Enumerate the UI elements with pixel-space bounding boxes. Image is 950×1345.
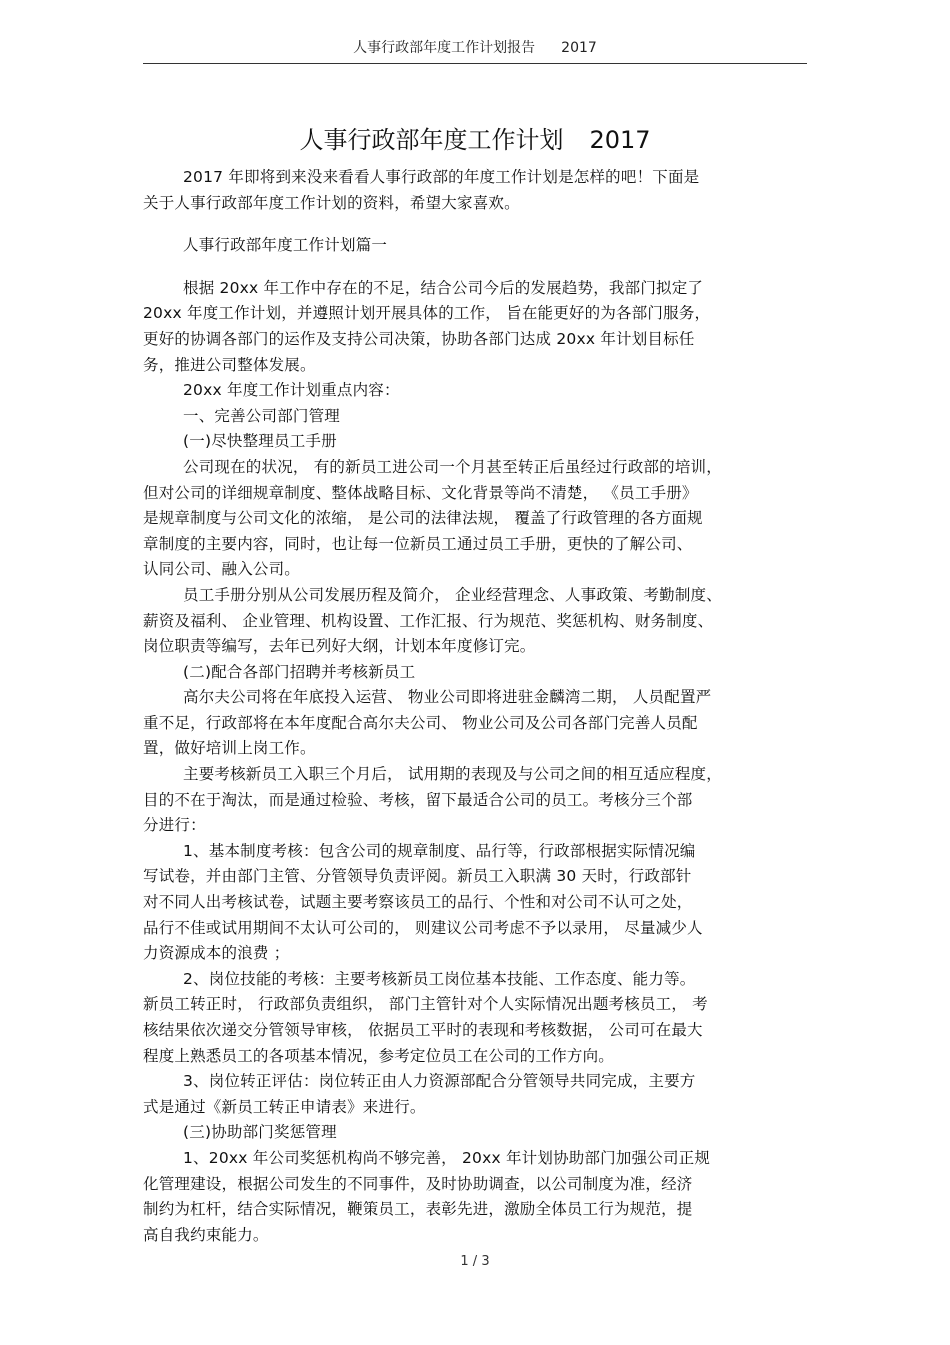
paragraph-line: 对不同人出考核试卷，试题主要考察该员工的品行、个性和对公司不认可之处， bbox=[143, 893, 693, 912]
running-header bbox=[143, 38, 807, 62]
paragraph-line: 目的不在于淘汰，而是通过检验、考核，留下最适合公司的员工。考核分三个部 bbox=[143, 790, 693, 809]
intro-line: 关于人事行政部年度工作计划的资料，希望大家喜欢。 bbox=[143, 193, 520, 212]
paragraph-line: 20xx 年度工作计划重点内容： bbox=[183, 381, 400, 400]
paragraph-line: 高尔夫公司将在年底投入运营、 物业公司即将进驻金麟湾二期， 人员配置严 bbox=[183, 688, 712, 707]
section-heading: 一、完善公司部门管理 bbox=[183, 406, 341, 425]
running-header-year: 2017 bbox=[561, 40, 597, 56]
paragraph-line: 写试卷，并由部门主管、分管领导负责评阅。新员工入职满 30 天时，行政部针 bbox=[143, 867, 692, 886]
paragraph-line: 章制度的主要内容，同时，也让每一位新员工通过员工手册，更快的了解公司、 bbox=[143, 534, 693, 553]
document-title-year: 2017 bbox=[589, 126, 651, 154]
subsection-heading: (二)配合各部门招聘并考核新员工 bbox=[183, 662, 416, 681]
paragraph-line: 分进行： bbox=[143, 816, 206, 835]
paragraph-line: 高自我约束能力。 bbox=[143, 1225, 269, 1244]
document-title bbox=[143, 120, 807, 160]
subsection-heading: (一)尽快整理员工手册 bbox=[183, 432, 337, 451]
paragraph-line: 根据 20xx 年工作中存在的不足，结合公司今后的发展趋势，我部门拟定了 bbox=[183, 278, 704, 297]
paragraph-line: 力资源成本的浪费 ； bbox=[143, 944, 290, 963]
paragraph-line: 务，推进公司整体发展。 bbox=[143, 355, 316, 374]
paragraph-line: 认同公司、融入公司。 bbox=[143, 560, 301, 579]
document-body bbox=[143, 165, 807, 1248]
paragraph-line: 但对公司的详细规章制度、整体战略目标、文化背景等尚不清楚， 《员工手册》 bbox=[143, 483, 698, 502]
paragraph-line: 20xx 年度工作计划，并遵照计划开展具体的工作， 旨在能更好的为各部门服务， bbox=[143, 304, 711, 323]
document-title-text: 人事行政部年度工作计划 bbox=[299, 126, 564, 154]
paragraph-line: 薪资及福利、 企业管理、机构设置、工作汇报、行为规范、奖惩机构、财务制度、 bbox=[143, 611, 714, 630]
paragraph-line: 员工手册分别从公司发展历程及简介， 企业经营理念、人事政策、考勤制度、 bbox=[183, 585, 722, 604]
paragraph-line: 1、基本制度考核：包含公司的规章制度、品行等，行政部根据实际情况编 bbox=[183, 841, 696, 860]
paragraph-line: 2、岗位技能的考核：主要考核新员工岗位基本技能、工作态度、能力等。 bbox=[183, 969, 696, 988]
running-header-title: 人事行政部年度工作计划报告 bbox=[353, 40, 536, 56]
paragraph-line: 品行不佳或试用期间不太认可公司的， 则建议公司考虑不予以录用， 尽量减少人 bbox=[143, 918, 703, 937]
paragraph-line: 程度上熟悉员工的各项基本情况，参考定位员工在公司的工作方向。 bbox=[143, 1046, 615, 1065]
paragraph-line: 核结果依次递交分管领导审核， 依据员工平时的表现和考核数据， 公司可在最大 bbox=[143, 1021, 703, 1039]
paragraph-line: 更好的协调各部门的运作及支持公司决策，协助各部门达成 20xx 年计划目标任 bbox=[143, 329, 695, 348]
paragraph-line: 式是通过《新员工转正申请表》来进行。 bbox=[143, 1097, 426, 1116]
section-heading: 人事行政部年度工作计划篇一 bbox=[183, 236, 388, 255]
page-number: 1 / 3 bbox=[460, 1254, 490, 1269]
subsection-heading: (三)协助部门奖惩管理 bbox=[183, 1123, 337, 1142]
intro-line: 2017 年即将到来没来看看人事行政部的年度工作计划是怎样的吧！下面是 bbox=[183, 168, 700, 186]
paragraph-line: 3、岗位转正评估：岗位转正由人力资源部配合分管领导共同完成，主要方 bbox=[183, 1072, 696, 1091]
paragraph-line: 岗位职责等编写，去年已列好大纲，计划本年度修订完。 bbox=[143, 637, 536, 656]
paragraph-line: 1、20xx 年公司奖惩机构尚不够完善， 20xx 年计划协助部门加强公司正规 bbox=[183, 1148, 711, 1167]
paragraph-line: 是规章制度与公司文化的浓缩， 是公司的法律法规， 覆盖了行政管理的各方面规 bbox=[143, 509, 703, 528]
header-divider bbox=[143, 63, 807, 64]
paragraph-line: 制约为杠杆，结合实际情况，鞭策员工，表彰先进，激励全体员工行为规范，提 bbox=[143, 1200, 693, 1219]
paragraph-line: 置，做好培训上岗工作。 bbox=[143, 739, 316, 758]
paragraph-line: 公司现在的状况， 有的新员工进公司一个月甚至转正后虽经过行政部的培训， bbox=[183, 457, 722, 476]
paragraph-line: 重不足，行政部将在本年度配合高尔夫公司、 物业公司及公司各部门完善人员配 bbox=[143, 713, 698, 732]
paragraph-line: 化管理建设，根据公司发生的不同事件，及时协助调查，以公司制度为准，经济 bbox=[143, 1174, 693, 1193]
paragraph-line: 主要考核新员工入职三个月后， 试用期的表现及与公司之间的相互适应程度， bbox=[183, 765, 722, 784]
paragraph-line: 新员工转正时， 行政部负责组织， 部门主管针对个人实际情况出题考核员工， 考 bbox=[143, 995, 708, 1014]
